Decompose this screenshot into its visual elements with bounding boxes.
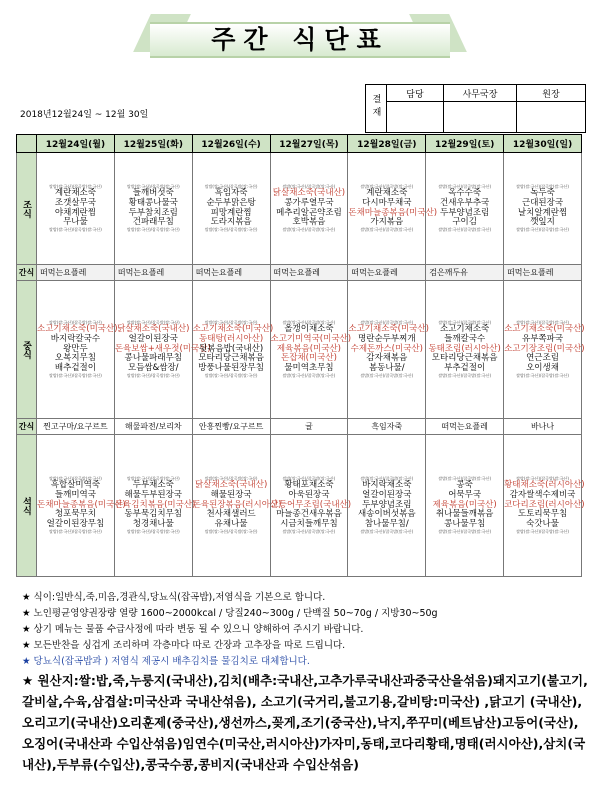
menu-item: 황태포채소죽 [284, 480, 334, 491]
day-header: 12월25일(화) [114, 135, 192, 153]
menu-cell [37, 435, 126, 577]
menu-item: 돈채마늘종볶음(미국산) [348, 207, 438, 218]
day-header: 12월26일(수) [192, 135, 270, 153]
snack-cell: 검은깨두유 [426, 265, 504, 281]
rice-note: 쌀밥(쌀:국산)/잡곡밥(쌀:국산) [360, 528, 414, 534]
approval-sign-box [517, 102, 586, 133]
rice-note: 쌀밥(쌀:국산)/잡곡밥(쌀:국산) [438, 372, 492, 378]
menu-cell [348, 153, 438, 265]
snack-cell: 귤 [270, 419, 348, 435]
menu-cell [426, 153, 504, 265]
menu-item: 얼갈이된장국 [362, 489, 412, 500]
snack-cell: 떠먹는요플레 [114, 265, 192, 281]
rice-note: 쌀밥(쌀:국산)/잡곡밥(쌀:국산) [360, 227, 414, 233]
menu-item: 마늘종건새우볶음 [276, 509, 342, 520]
menu-item: 숙갓나물 [526, 519, 559, 530]
snack1-row [17, 265, 582, 281]
menu-item: 들깨버섯죽 [132, 187, 174, 198]
menu-item: 방풍나물된장무침 [198, 363, 264, 374]
menu-item: 근대된장국 [522, 197, 564, 208]
menu-cell-content [504, 319, 585, 379]
menu-item: 해물두부된장국 [124, 489, 182, 500]
menu-item: 소고기채소죽 [440, 324, 490, 335]
approval-sign-box [444, 102, 517, 133]
menu-cell-content [192, 319, 274, 379]
menu-cell [192, 435, 282, 577]
menu-item: 코다리조림(러시아산) [504, 499, 585, 510]
rice-note: 쌀밥(쌀:국산)/잡곡밥(쌀:국산) [282, 475, 336, 481]
menu-item: 천사채샐러드 [206, 509, 256, 520]
rice-note: 쌀밥(쌀:국산)/잡곡밥(쌀:국산) [438, 183, 492, 189]
menu-cell-content [114, 319, 211, 379]
menu-item: 감자쌀색수제비국 [509, 489, 576, 500]
menu-cell [426, 435, 504, 577]
menu-item: 뒷볶음밥(국내산) [199, 343, 264, 354]
menu-item: 새송이버섯볶음 [358, 509, 416, 520]
menu-item: 녹두죽 [530, 187, 555, 198]
rice-note: 쌀밥(쌀:국산)/잡곡밥(쌀:국산) [516, 528, 569, 534]
menu-cell-content [348, 183, 438, 233]
breakfast-row [17, 153, 582, 265]
menu-item: 소고기채소죽(미국산) [37, 324, 118, 335]
note-line: ★ 모든반찬을 싱겁게 조리하며 각층마다 따로 간장과 고추장을 따로 드립니다. [22, 640, 346, 651]
snack-cell: 떠먹는요플레 [426, 419, 504, 435]
menu-cell [270, 281, 352, 419]
note-line: ★ 식이:일반식,죽,미음,경관식,당뇨식(잡곡밥),저염식을 기본으로 합니다. [22, 592, 326, 603]
rice-note: 쌀밥(쌀:국산)/잡곡밥(쌀:국산) [438, 319, 492, 325]
menu-item: 구이김 [452, 217, 477, 228]
menu-item: 청포묵무치 [54, 509, 96, 520]
menu-cell-content [504, 185, 581, 233]
meal-label: 간식 [17, 265, 37, 281]
menu-item: 얼갈이된장국 [128, 333, 178, 344]
date-range: 2018년12월24일 ~ 12월 30일 [20, 110, 149, 120]
lunch-row [17, 281, 582, 419]
menu-item: 동태탕(러시아산) [199, 333, 264, 344]
menu-cell-content [348, 477, 425, 535]
menu-item: 황태채소죽(러시아산) [504, 480, 585, 491]
meal-label: 석식 [17, 435, 37, 577]
menu-item: 오복지무침 [54, 353, 96, 364]
menu-item: 깻잎지 [530, 217, 555, 228]
menu-item: 계란채소죽 [366, 187, 408, 198]
snack2-row [17, 419, 582, 435]
menu-item: 건파래무침 [132, 217, 174, 228]
title-banner [150, 10, 450, 62]
menu-item: 황태콩나물국 [128, 197, 178, 208]
menu-item: 모듬쌈&쌈장/ [127, 363, 179, 374]
menu-cell [270, 153, 348, 265]
rice-note: 쌀밥(쌀:국산)/잡곡밥(쌀:국산) [126, 319, 180, 325]
menu-cell [37, 281, 118, 419]
rice-note: 쌀밥(쌀:국산)/잡곡밥(쌀:국산) [438, 227, 492, 233]
menu-cell-content [426, 477, 503, 535]
menu-cell [114, 435, 196, 577]
rice-note: 쌀밥(쌀:국산)/잡곡밥(쌀:국산) [49, 319, 102, 325]
menu-item: 돈육보쌈+새우젓(미국산) [114, 343, 211, 354]
menu-cell [504, 435, 585, 577]
menu-cell-content [37, 185, 114, 233]
note-line: ★ 상기 메뉴는 물품 수급사정에 따라 변동 될 수 있으니 양해하여 주시기 바랍니다. [22, 624, 364, 635]
menu-item: 닭살채소죽(국내산) [194, 480, 268, 491]
menu-cell-content [426, 185, 503, 233]
menu-item: 소고기채소죽(미국산) [192, 324, 274, 335]
menu-item: 흑임자죽 [214, 187, 248, 198]
snack-cell: 떠먹는요플레 [192, 265, 270, 281]
menu-item: 건새우부추국 [440, 197, 490, 208]
snack-cell: 흑임자죽 [348, 419, 426, 435]
menu-item: 닭살채소죽(국내산) [117, 324, 190, 335]
rice-note: 쌀밥(쌀:국산)/잡곡밥(쌀:국산) [126, 528, 180, 534]
menu-item: 메추리알곤약조림 [276, 207, 342, 218]
snack-cell: 떠먹는요플레 [37, 265, 115, 281]
menu-item: 제육볶음(미국산) [432, 499, 497, 510]
menu-item: 해물된장국 [210, 489, 252, 500]
menu-item: 봄동나물/ [368, 363, 405, 374]
menu-item: 제육볶음(미국산) [276, 343, 342, 354]
snack-cell: 해물파전/보리차 [114, 419, 192, 435]
menu-item: 명란순두부찌개 [358, 333, 416, 344]
menu-item: 닭살채소죽(국내산) [272, 187, 346, 198]
rice-note: 쌀밥(쌀:국산)/잡곡밥(쌀:국산) [282, 528, 336, 534]
menu-cell [426, 281, 504, 419]
rice-note: 쌀밥(쌀:국산)/잡곡밥(쌀:국산) [204, 183, 258, 189]
notes [22, 590, 588, 775]
menu-item: 바지락칼국수 [50, 333, 101, 344]
snack-cell: 떠먹는요플레 [504, 265, 582, 281]
menu-item: 가지볶음 [370, 217, 404, 228]
menu-item: 청경채나물 [132, 519, 174, 530]
menu-cell-content [192, 475, 282, 535]
menu-item: 다시마무채국 [362, 197, 412, 208]
approval-role: 원장 [517, 85, 586, 102]
rice-note: 쌀밥(쌀:국산)/잡곡밥(쌀:국산) [204, 475, 258, 481]
menu-item: 물미역초무침 [284, 363, 334, 374]
menu-cell [504, 153, 582, 265]
menu-item: 소고기장조림(미국산) [504, 343, 585, 354]
meal-label: 중식 [17, 281, 37, 419]
rice-note: 쌀밥(쌀:국산)/잡곡밥(쌀:국산) [49, 528, 102, 534]
approval-header: 결재 [370, 94, 381, 120]
snack-cell: 바나나 [504, 419, 582, 435]
menu-item: 순두부맑은탕 [206, 197, 256, 208]
menu-cell-content [348, 319, 429, 379]
menu-cell [348, 281, 429, 419]
corner-cell [17, 135, 37, 153]
menu-cell-content [504, 475, 585, 535]
menu-item: 두부양념조림 [440, 207, 490, 218]
menu-item: 무나물 [63, 217, 88, 228]
menu-item: 돈잡채(미국산) [281, 353, 337, 364]
menu-item: 왕만두 [63, 343, 88, 354]
menu-cell-content [193, 185, 270, 233]
menu-item: 날치알계란찜 [517, 207, 568, 218]
rice-note: 쌀밥(쌀:국산)/잡곡밥(쌀:국산) [204, 227, 258, 233]
menu-item: 모타리당근채볶음 [431, 353, 498, 364]
menu-item: 동태조림(러시아산) [428, 343, 501, 354]
menu-cell [192, 153, 270, 265]
menu-item: 야채계란찜 [54, 207, 96, 218]
day-header: 12월28일(금) [348, 135, 426, 153]
approval-sign-box [387, 102, 444, 133]
rice-note: 쌀밥(쌀:국산)/잡곡밥(쌀:국산) [204, 528, 258, 534]
menu-item: 소고기채소죽(미국산) [348, 324, 429, 335]
menu-item: 얼갈이된장무침 [46, 519, 105, 530]
dinner-row [17, 435, 582, 577]
menu-item: 올갱이채소죽 [284, 324, 334, 335]
menu-item: 감자채볶음 [366, 353, 408, 364]
menu-item: 두부양념조림 [362, 499, 412, 510]
menu-item: 콩가루열무국 [284, 197, 334, 208]
menu-item: 취나물들깨볶음 [435, 509, 494, 520]
menu-item: 유부쪽파국 [522, 333, 564, 344]
rice-note: 쌀밥(쌀:국산)/잡곡밥(쌀:국산) [438, 475, 492, 481]
menu-item: 오이생채 [526, 363, 559, 374]
snack-cell: 안흥찐빵/요구르트 [192, 419, 270, 435]
menu-item: 도토리묵무침 [517, 509, 568, 520]
rice-note: 쌀밥(쌀:국산)/잡곡밥(쌀:국산) [49, 183, 102, 189]
menu-cell-content [114, 475, 196, 535]
note-line: ★ 노인평균영양권장량 열량 1600~2000kcal / 당질240~300g / 단백질 50~70g / 지방30~50g [22, 608, 438, 619]
menu-item: 피망계란찜 [210, 207, 252, 218]
menu-cell-content [270, 475, 352, 535]
rice-note: 쌀밥(쌀:국산)/잡곡밥(쌀:국산) [126, 227, 180, 233]
note-diabetic: ★ 당뇨식(잡곡밥과 ) 저염식 제공시 배추김치를 물김치로 대체합니다. [22, 656, 310, 667]
menu-cell-content [270, 319, 352, 379]
rice-note: 쌀밥(쌀:국산)/잡곡밥(쌀:국산) [282, 372, 336, 378]
rice-note: 쌀밥(쌀:국산)/잡곡밥(쌀:국산) [516, 183, 569, 189]
menu-item: 시금치들깨무침 [280, 519, 338, 530]
menu-cell-content [37, 319, 118, 379]
menu-item: 소고기채소죽(미국산) [504, 324, 585, 335]
day-header: 12월24일(월) [37, 135, 115, 153]
menu-item: 두부참치조림 [128, 207, 178, 218]
menu-item: 참나물무침/ [364, 519, 409, 530]
rice-note: 쌀밥(쌀:국산)/잡곡밥(쌀:국산) [360, 319, 414, 325]
menu-cell [114, 281, 211, 419]
day-header: 12월27일(목) [270, 135, 348, 153]
rice-note: 쌀밥(쌀:국산)/잡곡밥(쌀:국산) [49, 372, 102, 378]
menu-item: 콩나물파래무침 [124, 353, 182, 364]
menu-item: 연근조림 [526, 353, 559, 364]
menu-cell-content [426, 321, 503, 379]
meal-label: 조식 [17, 153, 37, 265]
menu-item: 들깨미역국 [54, 489, 96, 500]
day-header: 12월29일(토) [426, 135, 504, 153]
rice-note: 쌀밥(쌀:국산)/잡곡밥(쌀:국산) [282, 183, 336, 189]
rice-note: 쌀밥(쌀:국산)/잡곡밥(쌀:국산) [204, 372, 258, 378]
approval-role: 사무국장 [444, 85, 517, 102]
rice-note: 쌀밥(쌀:국산)/잡곡밥(쌀:국산) [126, 372, 180, 378]
menu-item: 동부묵김치무침 [124, 509, 182, 520]
rice-note: 쌀밥(쌀:국산)/잡곡밥(쌀:국산) [204, 319, 258, 325]
menu-item: 돈육된장볶음(러시아산) [192, 499, 282, 510]
approval-table [365, 84, 586, 133]
menu-item: 콩나물무침 [444, 519, 486, 530]
day-header-row [17, 135, 582, 153]
menu-item: 고등어무조림(국내산) [270, 499, 352, 510]
rice-note: 쌀밥(쌀:국산)/잡곡밥(쌀:국산) [49, 227, 102, 233]
menu-cell [192, 281, 274, 419]
rice-note: 쌀밥(쌀:국산)/잡곡밥(쌀:국산) [438, 528, 492, 534]
approval-role: 담당 [387, 85, 444, 102]
rice-note: 쌀밥(쌀:국산)/잡곡밥(쌀:국산) [516, 372, 569, 378]
rice-note: 쌀밥(쌀:국산)/잡곡밥(쌀:국산) [126, 475, 180, 481]
meal-label: 간식 [17, 419, 37, 435]
menu-item: 두부채소죽 [132, 480, 174, 491]
menu-cell [348, 435, 426, 577]
menu-item: 유채나물 [214, 519, 248, 530]
menu-item: 아욱된장국 [288, 489, 330, 500]
menu-item: 옥수수죽 [448, 187, 482, 198]
snack-cell: 떠먹는요플레 [270, 265, 348, 281]
origin-note: ★ 원산지:쌀:밥,죽,누룽지(국내산),김치(배추:국내산,고추가루국내산과중국산을섞음)돼지고기(불고기,갈비살,수육,삼겹살:미국산과 국내산섞음), 소고기(국거리,불고기용,갈비탕:미국산) ,닭고기 (국내산),오리고기(국내산)오리훈제(중국산),생선까스,꽂게,조기(중국산),낙지,쭈꾸미(베트남산)고등어(국산),오징어(국내산과 수입산섞음)임연수(미국산,러시아산)가자미,동태,코다리황태,명태(러시아산),삼치(국내산),두부류(수입산),콩국수콩,콩비지(국내산과 수입산섞음) [22, 673, 588, 772]
menu-item: 부추겉절이 [444, 363, 486, 374]
rice-note: 쌀밥(쌀:국산)/잡곡밥(쌀:국산) [516, 475, 569, 481]
day-header: 12월30일(일) [504, 135, 582, 153]
menu-cell [504, 281, 585, 419]
menu-item: 계란채소죽 [54, 187, 96, 198]
menu-cell-content [37, 475, 126, 535]
menu-item: 어묵무국 [448, 489, 482, 500]
rice-note: 쌀밥(쌀:국산)/잡곡밥(쌀:국산) [516, 227, 569, 233]
menu-item: 흑합살미역죽 [50, 480, 101, 491]
menu-item: 조갯살무국 [54, 197, 96, 208]
menu-item: 호박볶음 [292, 217, 326, 228]
rice-note: 쌀밥(쌀:국산)/잡곡밥(쌀:국산) [49, 475, 102, 481]
page-title: 주간 식단표 [211, 25, 389, 54]
menu-cell-content [115, 185, 192, 233]
menu-item: 돈채마늘종볶음(미국산) [37, 499, 126, 510]
rice-note: 쌀밥(쌀:국산)/잡곡밥(쌀:국산) [360, 475, 414, 481]
snack-cell: 떠먹는요플레 [348, 265, 426, 281]
menu-item: 들깨칼국수 [444, 333, 486, 344]
rice-note: 쌀밥(쌀:국산)/잡곡밥(쌀:국산) [360, 183, 414, 189]
menu-cell [37, 153, 115, 265]
menu-cell [270, 435, 352, 577]
menu-item: 바지락채소죽 [362, 480, 412, 491]
menu-item: 콩죽 [456, 480, 473, 491]
menu-item: 도라지볶음 [210, 217, 252, 228]
rice-note: 쌀밥(쌀:국산)/잡곡밥(쌀:국산) [282, 319, 336, 325]
menu-cell-content [271, 185, 348, 233]
rice-note: 쌀밥(쌀:국산)/잡곡밥(쌀:국산) [282, 227, 336, 233]
menu-item: 모타리당근채볶음 [198, 353, 264, 364]
menu-item: 배추겉절이 [54, 363, 96, 374]
weekly-menu-table [16, 134, 585, 577]
menu-item: 수제돈까스(미국산) [350, 343, 423, 354]
menu-item: 소고기미역국(미국산) [270, 333, 352, 344]
menu-cell [114, 153, 192, 265]
menu-item: 돈육김치볶음(미국산) [114, 499, 196, 510]
rice-note: 쌀밥(쌀:국산)/잡곡밥(쌀:국산) [126, 183, 180, 189]
snack-cell: 찐고구마/요구르트 [37, 419, 115, 435]
rice-note: 쌀밥(쌀:국산)/잡곡밥(쌀:국산) [360, 372, 414, 378]
rice-note: 쌀밥(쌀:국산)/잡곡밥(쌀:국산) [516, 319, 569, 325]
